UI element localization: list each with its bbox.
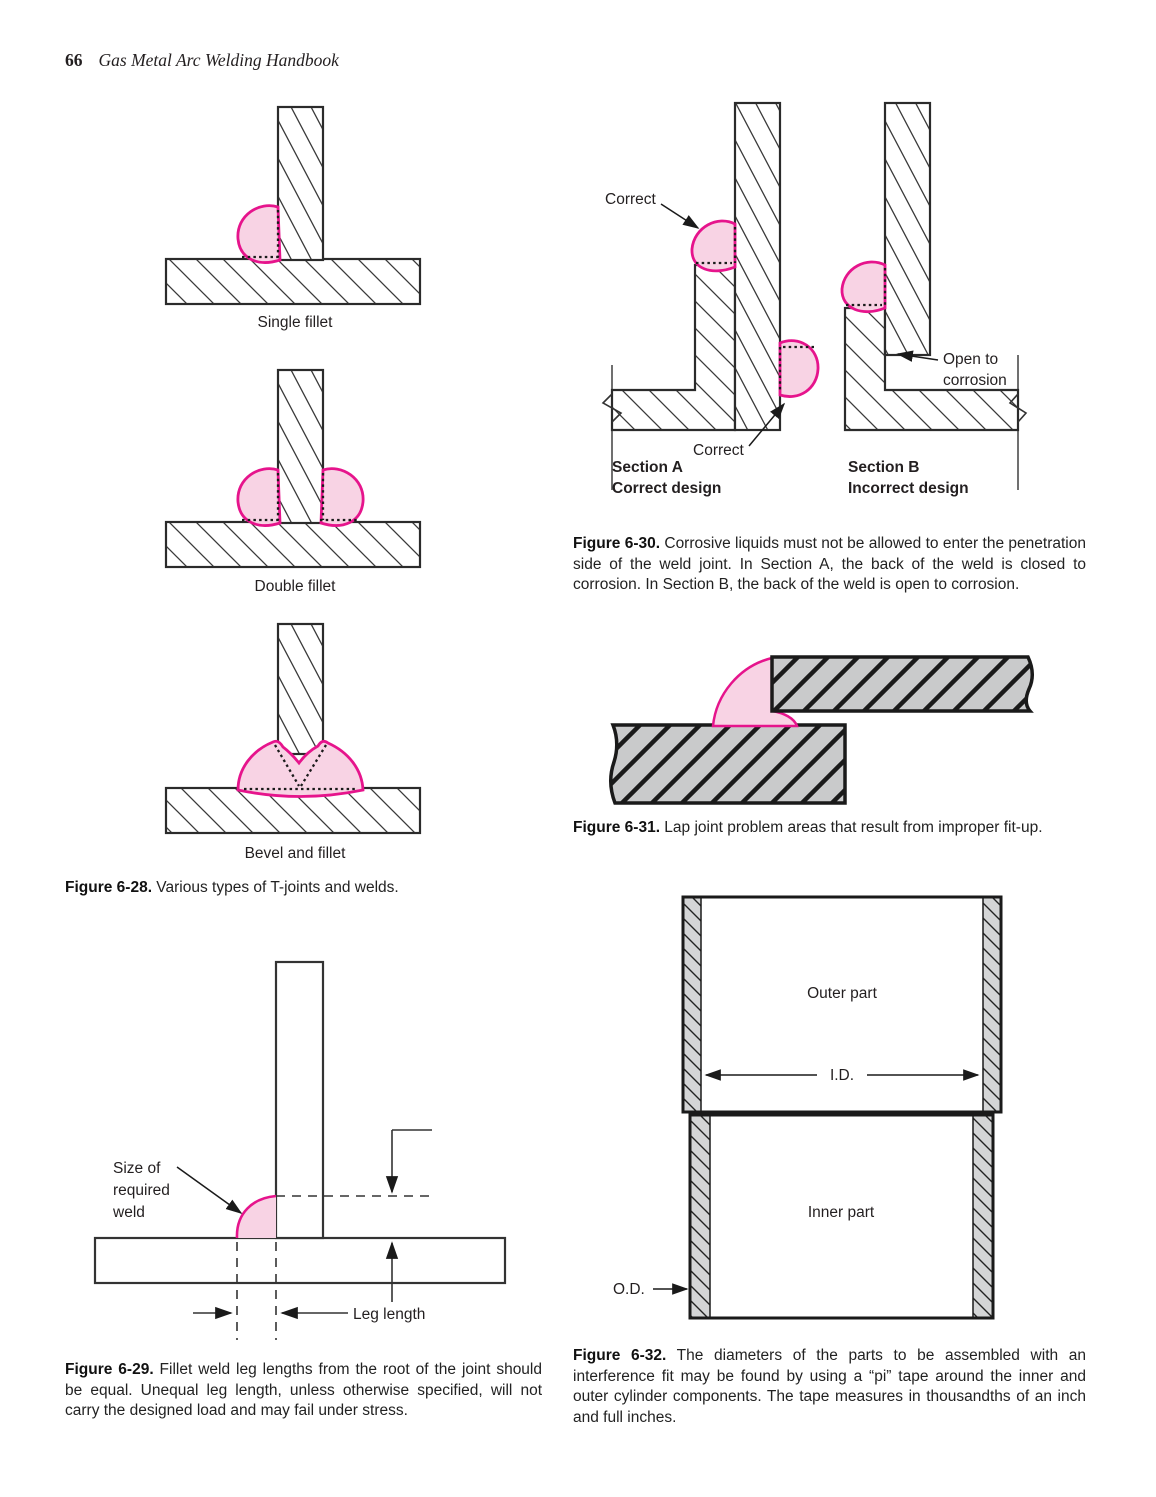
fig31-caption-text: Lap joint problem areas that result from improper fit-up. (660, 819, 1043, 836)
section-b-subtitle: Incorrect design (848, 480, 969, 497)
open-corrosion-label-1: Open to (943, 351, 999, 368)
section-b-title: Section B (848, 459, 920, 476)
size-of-weld-label-2: required (113, 1182, 170, 1199)
fig32-caption-number: Figure 6-32. (573, 1347, 667, 1364)
fig31-diagram (600, 645, 1045, 810)
weld-bead-left (238, 469, 280, 526)
bottom-plate (166, 259, 420, 304)
bent-plate-b (845, 308, 1018, 430)
fig32-caption (573, 1346, 1086, 1428)
vertical-plate (278, 370, 323, 523)
correct-top-arrow (661, 204, 698, 228)
fig32-caption-text: The diameters of the parts to be assembled with an interference fit may be found by using a “pi” tape around the inner and outer cylinder components. The tape measures in thousandths of an inch and full inches. (573, 1347, 1086, 1426)
vertical-plate-b (885, 103, 930, 355)
leg-length-label: Leg length (353, 1306, 426, 1323)
size-of-weld-label-3: weld (113, 1204, 145, 1221)
weld-bead-right (321, 469, 363, 526)
bottom-plate (166, 522, 420, 567)
inner-part-label: Inner part (807, 1204, 875, 1221)
bevel-fillet-label: Bevel and fillet (244, 845, 346, 862)
single-fillet-label: Single fillet (257, 314, 333, 331)
correct-bottom-label: Correct (693, 442, 744, 459)
inner-wall-right (973, 1115, 993, 1318)
bent-plate-a (612, 265, 735, 430)
bottom-plate (95, 1238, 505, 1283)
size-of-weld-label-1: Size of (113, 1160, 161, 1177)
lap-top-plate (772, 657, 1032, 711)
fig31-caption-number: Figure 6-31. (573, 819, 660, 836)
size-of-weld-arrow (177, 1167, 241, 1213)
outer-wall-left (683, 897, 701, 1112)
fig28-single-fillet-diagram (150, 105, 440, 310)
fig30-caption (573, 534, 1086, 596)
od-label: O.D. (613, 1281, 645, 1298)
fig29-caption-number: Figure 6-29. (65, 1361, 154, 1378)
open-corrosion-label-2: corrosion (943, 372, 1007, 389)
fig30-caption-number: Figure 6-30. (573, 535, 661, 552)
vertical-plate (278, 624, 323, 754)
fig29-caption (65, 1360, 542, 1422)
book-title: Gas Metal Arc Welding Handbook (98, 50, 339, 70)
vertical-plate-a (735, 103, 780, 430)
fig30-diagram (573, 98, 1085, 510)
page-header (65, 50, 339, 71)
fig28-bevel-fillet-diagram (150, 622, 440, 840)
fig32-diagram (595, 890, 1055, 1340)
page-number: 66 (65, 50, 83, 70)
fig28-caption-text: Various types of T-joints and welds. (152, 879, 399, 896)
lap-bottom-plate (611, 725, 845, 803)
outer-part-label: Outer part (807, 985, 877, 1002)
outer-wall-right (983, 897, 1001, 1112)
fig29-diagram (65, 955, 525, 1350)
fig28-caption (65, 878, 542, 899)
weld-bead (238, 206, 280, 263)
double-fillet-label: Double fillet (254, 578, 336, 595)
inner-wall-left (690, 1115, 710, 1318)
fig28-caption-number: Figure 6-28. (65, 879, 152, 896)
fig28-double-fillet-diagram (150, 368, 440, 573)
fig29-caption-text: Fillet weld leg lengths from the root of the joint should be equal. Unequal leg length, unless otherwise specified, will not carry the designed load and may fail under stress. (65, 1361, 542, 1419)
weld-a-lower (780, 341, 818, 397)
correct-top-label: Correct (605, 191, 656, 208)
fig31-caption (573, 818, 1086, 839)
section-a-subtitle: Correct design (612, 480, 722, 497)
id-label: I.D. (829, 1067, 855, 1084)
fig30-caption-text: Corrosive liquids must not be allowed to enter the penetration side of the weld joint. In Section A, the back of the weld is closed to corrosion. In Section B, the back of the weld is open to corrosion. (573, 535, 1086, 593)
section-a-title: Section A (612, 459, 683, 476)
vertical-plate (278, 107, 323, 260)
